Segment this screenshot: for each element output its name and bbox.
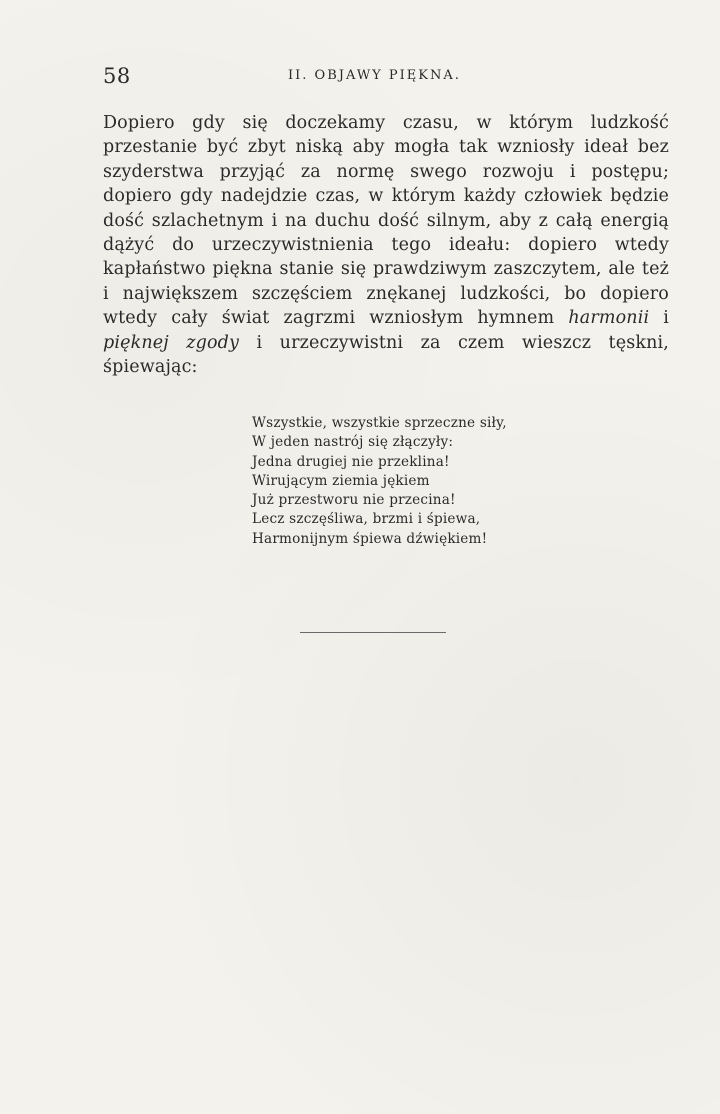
page-number: 58 xyxy=(103,64,131,88)
poem-line: Harmonijnym śpiewa dźwiękiem! xyxy=(252,530,488,547)
paragraph-text-3: i urzeczywistni za czem wieszcz tęskni, śpiewając: xyxy=(103,332,670,378)
emphasis-pieknej-zgody: pięknej zgody xyxy=(103,332,240,353)
section-divider xyxy=(300,632,446,633)
poem-line: W jeden nastrój się złączyły: xyxy=(252,434,454,451)
paragraph-text-1: Dopiero gdy się doczekamy czasu, w którym ludzkość przestanie być zbyt niską aby mogła tak wzniosły ideał bez szyderstwa przyjąć za normę swego rozwoju i postępu; dopiero gdy nadejdzie czas, w którym każdy człowiek będzie dość szlachetnym i na duchu dość silnym, aby z całą energią dążyć do urzeczywistnienia tego ideału: dopiero wtedy kapłaństwo piękna stanie się prawdziwym zaszczytem, ale też i największem szczęściem znękanej ludzkości, bo dopiero wtedy cały świat zagrzmi wzniosłym hymnem xyxy=(103,113,669,329)
paragraph-text-2: i xyxy=(663,308,670,329)
poem-line: Wszystkie, wszystkie sprzeczne siły, xyxy=(252,415,507,431)
body-paragraph xyxy=(103,111,669,379)
poem-stanza xyxy=(252,414,507,549)
running-head xyxy=(103,64,669,94)
poem-line: Lecz szczęśliwa, brzmi i śpiewa, xyxy=(252,511,481,528)
poem-line: Jedna drugiej nie przeklina! xyxy=(252,453,450,470)
chapter-title: II. OBJAWY PIĘKNA. xyxy=(288,68,461,83)
poem-line: Już przestworu nie przecina! xyxy=(252,492,456,509)
emphasis-harmonii: harmonii xyxy=(568,308,650,329)
poem-line: Wirującym ziemia jękiem xyxy=(252,472,430,489)
